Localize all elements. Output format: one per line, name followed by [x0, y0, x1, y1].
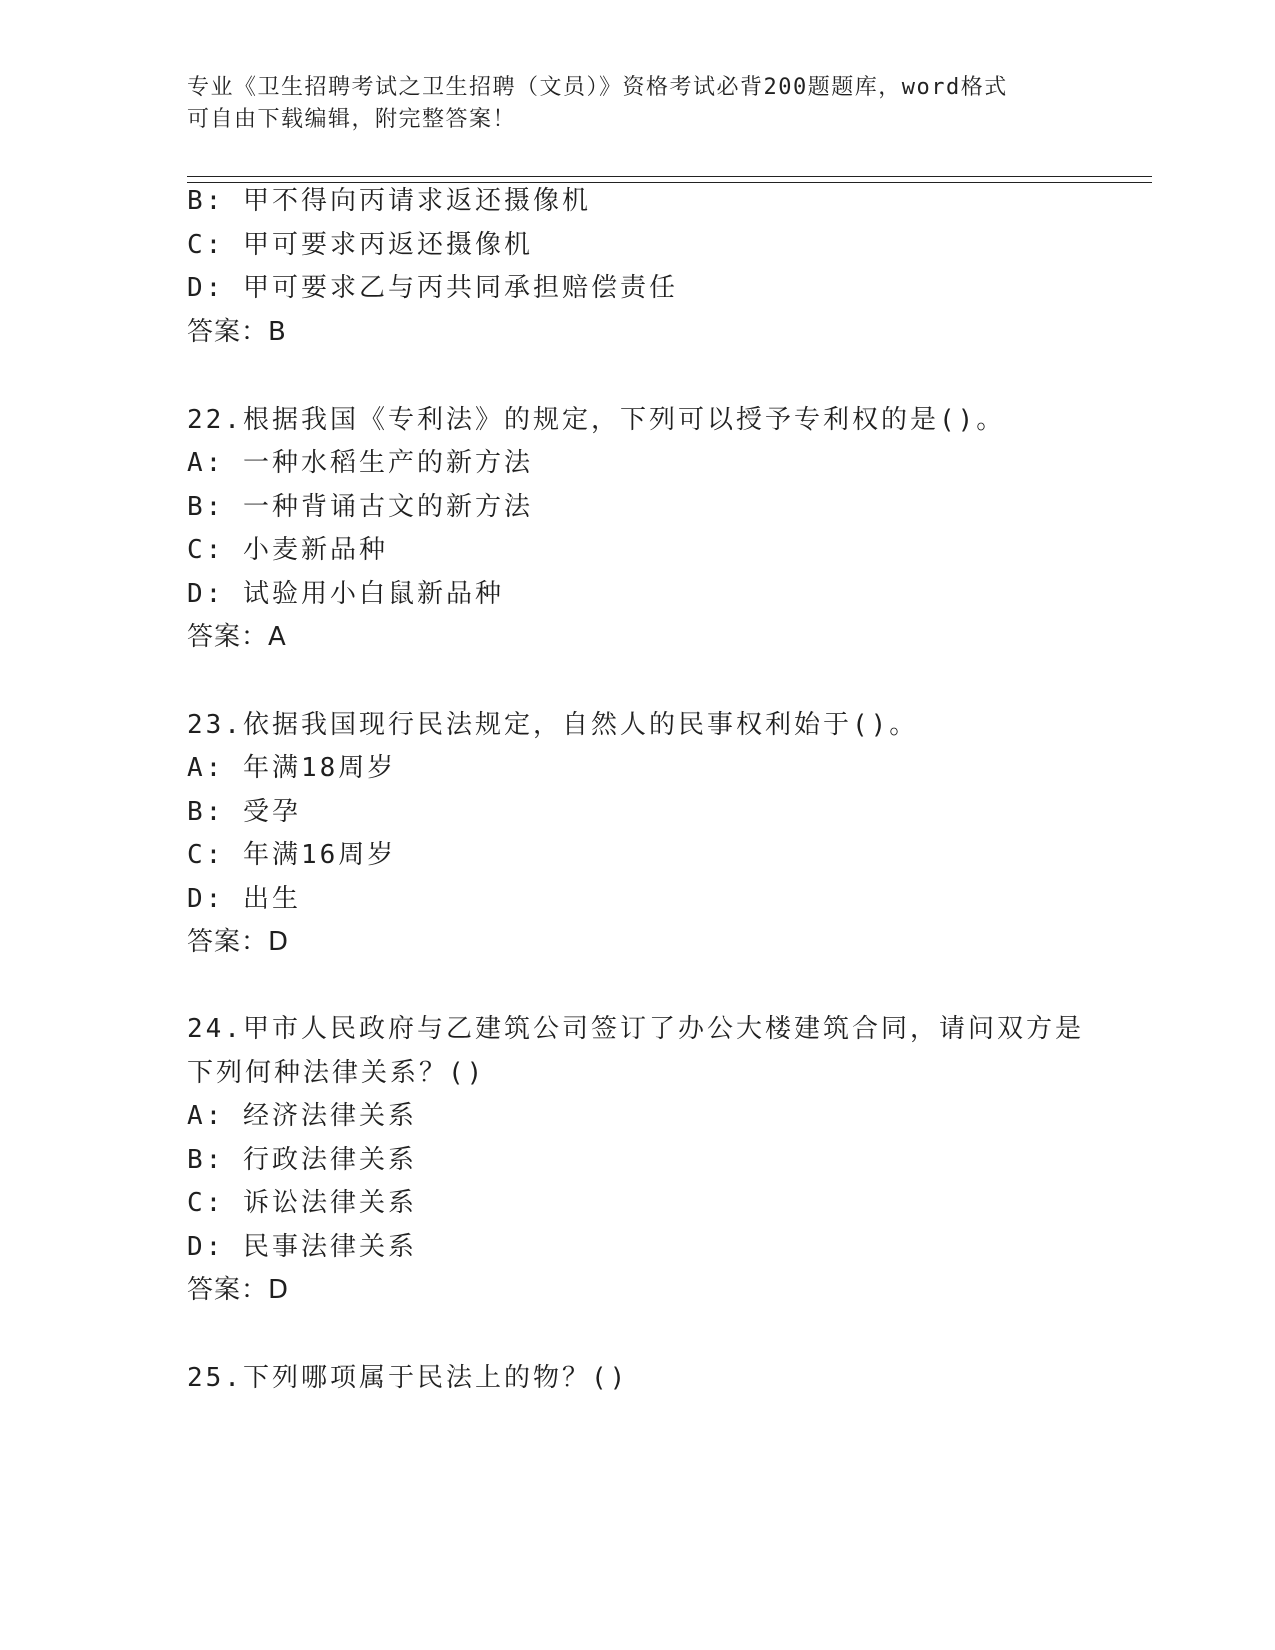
q21-answer: 答案：B [187, 317, 287, 347]
header-line-1: 专业《卫生招聘考试之卫生招聘（文员）》资格考试必背200题题库，word格式 [187, 75, 1008, 100]
q24-option-b: B: 行政法律关系 [187, 1145, 417, 1175]
q21-option-b: B: 甲不得向丙请求返还摄像机 [187, 186, 591, 216]
q21-option-c: C: 甲可要求丙返还摄像机 [187, 230, 533, 260]
header-divider [187, 176, 1152, 183]
q23-option-a: A: 年满18周岁 [187, 753, 397, 783]
q23-answer: 答案：D [187, 927, 290, 957]
q24-answer: 答案：D [187, 1275, 290, 1305]
q22-option-b: B: 一种背诵古文的新方法 [187, 492, 533, 522]
q25-question: 25.下列哪项属于民法上的物？() [187, 1363, 629, 1393]
q22-question: 22.根据我国《专利法》的规定，下列可以授予专利权的是()。 [187, 405, 1006, 435]
q23-option-b: B: 受孕 [187, 797, 301, 827]
q22-answer: 答案：A [187, 622, 287, 652]
q22-option-d: D: 试验用小白鼠新品种 [187, 579, 504, 609]
q22-option-c: C: 小麦新品种 [187, 535, 388, 565]
q21-option-d: D: 甲可要求乙与丙共同承担赔偿责任 [187, 273, 678, 303]
q24-option-c: C: 诉讼法律关系 [187, 1188, 417, 1218]
q23-option-c: C: 年满16周岁 [187, 840, 397, 870]
q23-question: 23.依据我国现行民法规定，自然人的民事权利始于()。 [187, 710, 919, 740]
q24-question-line-2: 下列何种法律关系？() [187, 1058, 486, 1088]
q24-option-a: A: 经济法律关系 [187, 1101, 417, 1131]
document-header [187, 72, 1067, 136]
q24-option-d: D: 民事法律关系 [187, 1232, 417, 1262]
q24-question-line-1: 24.甲市人民政府与乙建筑公司签订了办公大楼建筑合同，请问双方是 [187, 1014, 1084, 1044]
q23-option-d: D: 出生 [187, 884, 301, 914]
q22-option-a: A: 一种水稻生产的新方法 [187, 448, 533, 478]
header-line-2: 可自由下载编辑，附完整答案！ [187, 107, 517, 132]
